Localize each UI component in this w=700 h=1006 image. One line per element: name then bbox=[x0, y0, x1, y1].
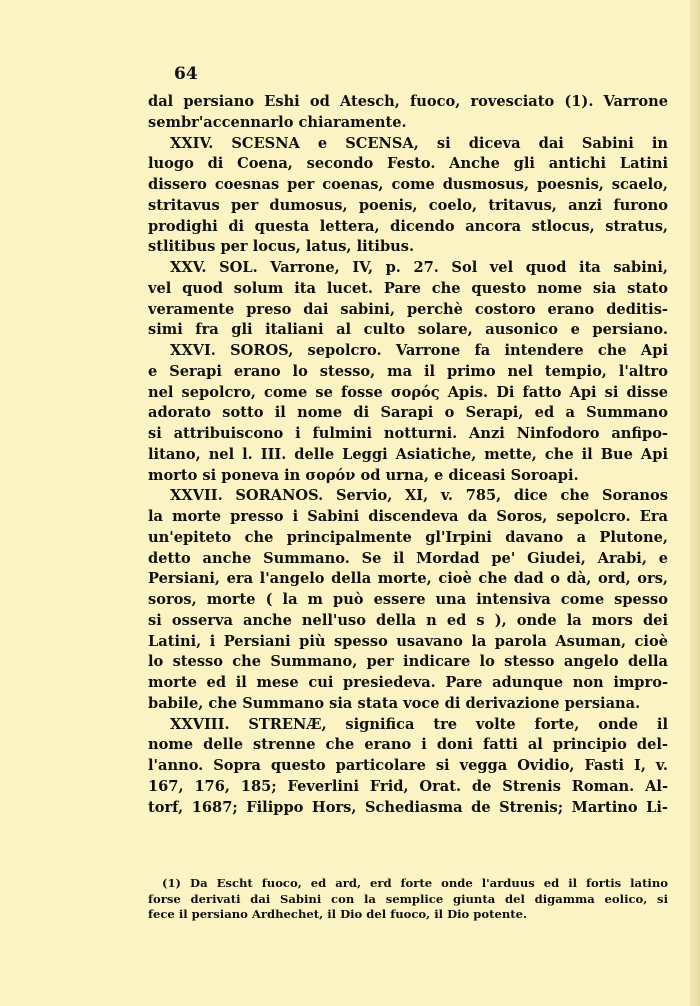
text-line: vel quod solum ita lucet. Pare che questo nome sia stato bbox=[148, 279, 668, 297]
text-line: nome delle strenne che erano i doni fatti al principio del- bbox=[148, 736, 668, 754]
text-line: lo stesso che Summano, per indicare lo stesso angelo della bbox=[148, 653, 668, 671]
text-line: l'anno. Sopra questo particolare si vegga Ovidio, Fasti I, v. bbox=[148, 757, 668, 774]
text-line: soros, morte ( la m può essere una intensiva come spesso bbox=[148, 591, 668, 608]
text-line: nel sepolcro, come se fosse σορός Apis. Di fatto Api si disse bbox=[148, 383, 668, 401]
text-line: dissero coesnas per coenas, come dusmosus, poesnis, scaelo, bbox=[148, 176, 668, 193]
text-line: e Serapi erano lo stesso, ma il primo nel tempio, l'altro bbox=[148, 362, 668, 380]
text-line: detto anche Summano. Se il Mordad pe' Giudei, Arabi, e bbox=[148, 549, 668, 567]
text-line: XXVI. SOROS, sepolcro. Varrone fa intendere che Api bbox=[170, 342, 668, 359]
footnote bbox=[148, 876, 668, 923]
footnote-line: (1) Da Escht fuoco, ed ard, erd forte onde l'arduus ed il fortis latino bbox=[162, 876, 668, 890]
text-line: adorato sotto il nome di Sarapi o Serapi, ed a Summano bbox=[148, 404, 668, 422]
text-line: 167, 176, 185; Feverlini Frid, Orat. de Strenis Roman. Al- bbox=[148, 777, 668, 795]
text-line: la morte presso i Sabini discendeva da Soros, sepolcro. Era bbox=[148, 508, 668, 525]
text-line: simi fra gli italiani al culto solare, ausonico e persiano. bbox=[148, 321, 668, 339]
text-line: XXVIII. STRENÆ, significa tre volte forte, onde il bbox=[170, 715, 668, 733]
text-line: morte ed il mese cui presiedeva. Pare adunque non impro- bbox=[148, 674, 668, 691]
text-line: stritavus per dumosus, poenis, coelo, tritavus, anzi furono bbox=[148, 196, 668, 214]
text-line: si osserva anche nell'uso della n ed s ), onde la mors dei bbox=[148, 611, 668, 629]
footnote-line: fece il persiano Ardhechet, il Dio del fuoco, il Dio potente. bbox=[148, 907, 528, 921]
body-text bbox=[148, 92, 668, 818]
text-line: sembr'accennarlo chiaramente. bbox=[148, 113, 407, 131]
footnote-line: forse derivati dai Sabini con la semplice giunta del digamma eolico, si bbox=[148, 891, 668, 906]
text-line: veramente preso dai sabini, perchè costoro erano deditis- bbox=[148, 300, 668, 318]
text-line: prodighi di questa lettera, dicendo ancora stlocus, stratus, bbox=[148, 217, 668, 235]
text-line: litano, nel l. III. delle Leggi Asiatiche, mette, che il Bue Api bbox=[148, 445, 668, 463]
page-edge bbox=[690, 0, 700, 1006]
text-line: Persiani, era l'angelo della morte, cioè che dad o dà, ord, ors, bbox=[148, 570, 668, 588]
text-line: un'epiteto che principalmente gl'Irpini davano a Plutone, bbox=[148, 528, 668, 546]
text-line: XXVII. SORANOS. Servio, XI, v. 785, dice che Soranos bbox=[170, 487, 668, 505]
text-line: morto si poneva in σορόν od urna, e diceasi Soroapi. bbox=[148, 466, 579, 484]
text-line: XXIV. SCESNA e SCENSA, si diceva dai Sabini in bbox=[170, 134, 668, 152]
page-number: 64 bbox=[174, 64, 198, 84]
text-line: stlitibus per locus, latus, litibus. bbox=[148, 238, 415, 256]
text-line: torf, 1687; Filippo Hors, Schediasma de Strenis; Martino Li- bbox=[148, 798, 668, 816]
text-line: babile, che Summano sia stata voce di derivazione persiana. bbox=[148, 694, 641, 712]
text-line: dal persiano Eshi od Atesch, fuoco, rovesciato (1). Varrone bbox=[148, 93, 668, 110]
text-line: si attribuiscono i fulmini notturni. Anzi Ninfodoro anfipo- bbox=[148, 425, 668, 442]
text-line: luogo di Coena, secondo Festo. Anche gli antichi Latini bbox=[148, 155, 668, 173]
text-line: XXV. SOL. Varrone, IV, p. 27. Sol vel quod ita sabini, bbox=[170, 259, 668, 276]
text-line: Latini, i Persiani più spesso usavano la parola Asuman, cioè bbox=[148, 632, 668, 650]
